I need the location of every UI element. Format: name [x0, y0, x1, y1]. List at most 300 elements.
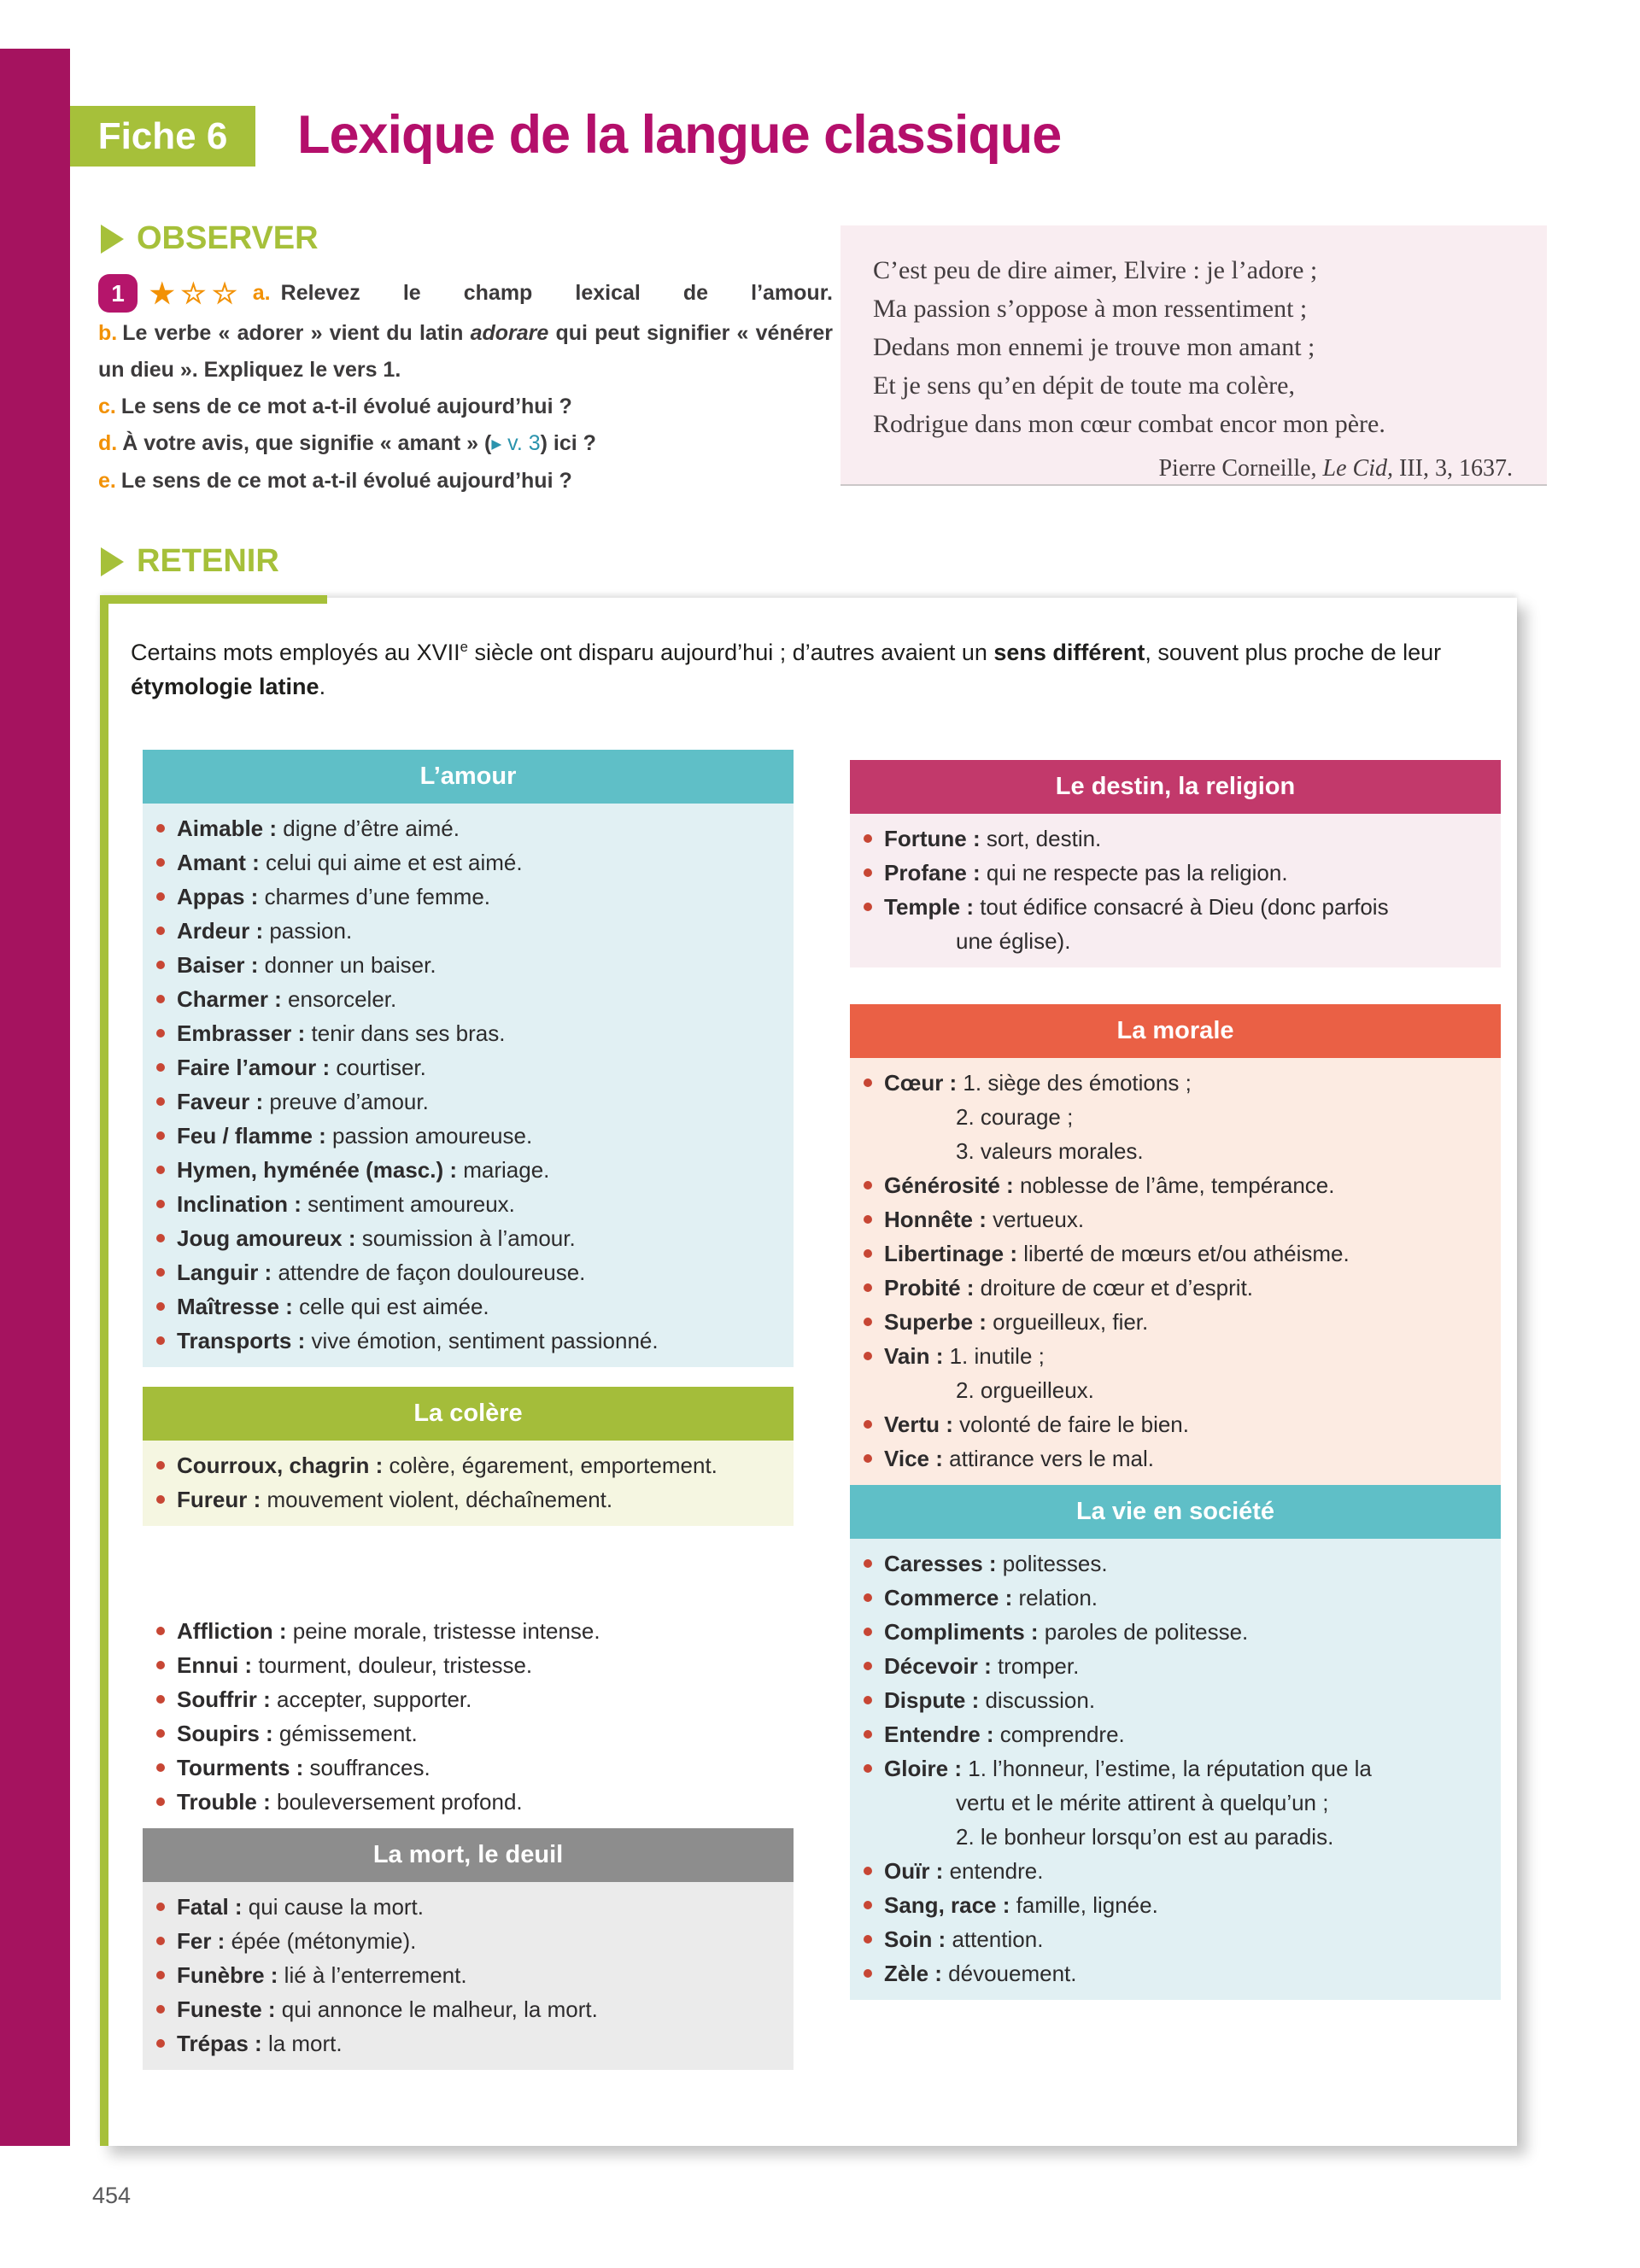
vocab-definition: passion amoureuse.	[325, 1123, 533, 1149]
vocab-definition: orgueilleux, fier.	[986, 1309, 1149, 1335]
bullet-icon	[156, 1302, 165, 1311]
vocab-box-title: La morale	[850, 1004, 1501, 1058]
question-line	[98, 315, 833, 389]
quote-lines	[873, 251, 1513, 443]
intro-text: .	[319, 674, 326, 699]
bullet-icon	[864, 1628, 872, 1636]
vocab-definition: digne d’être aimé.	[277, 815, 460, 841]
vocab-definition: passion.	[263, 918, 353, 944]
bullet-icon	[864, 1935, 872, 1944]
retenir-heading	[101, 543, 279, 580]
vocab-term: Honnête :	[884, 1207, 987, 1232]
vocab-term: Charmer :	[177, 986, 282, 1012]
vocab-item	[862, 1649, 1485, 1683]
vocab-definition: qui ne respecte pas la religion.	[980, 860, 1288, 886]
bullet-icon	[156, 1763, 165, 1772]
vocab-item	[155, 1119, 778, 1153]
vocab-subline: vertu et le mérite attirent à quelqu’un ;	[956, 1790, 1329, 1815]
vocab-term: Vain :	[884, 1343, 944, 1369]
vocab-term: Caresses :	[884, 1551, 997, 1576]
retenir-intro	[108, 598, 1480, 704]
vocab-item	[862, 1546, 1485, 1581]
vocab-definition: charmes d’une femme.	[258, 884, 491, 909]
vocab-term: Trépas :	[177, 2031, 262, 2056]
vocab-definition: liberté de mœurs et/ou athéisme.	[1017, 1241, 1350, 1266]
triangle-icon	[101, 225, 124, 254]
vocab-term: Aimable :	[177, 815, 278, 841]
vocab-term: Entendre :	[884, 1721, 994, 1747]
fiche-badge-label: Fiche 6	[97, 114, 228, 157]
star-icon: ☆	[212, 277, 237, 309]
vocab-definition: volonté de faire le bien.	[952, 1412, 1189, 1437]
vocab-definition: famille, lignée.	[1010, 1892, 1158, 1918]
vocab-item	[155, 845, 778, 880]
vocab-item	[155, 1785, 778, 1819]
vocab-item	[155, 1958, 778, 1992]
vocab-item	[862, 1956, 1485, 1990]
quote-work-title: Le Cid,	[1322, 455, 1394, 482]
vocab-list	[143, 1606, 794, 1828]
vocab-definition: politesses.	[996, 1551, 1108, 1576]
vocab-term: Dispute :	[884, 1687, 980, 1713]
vocab-term: Faveur :	[177, 1089, 264, 1114]
vocab-item	[862, 1581, 1485, 1615]
vocab-item	[155, 1153, 778, 1187]
quote-reference: III, 3, 1637.	[1393, 455, 1513, 482]
bullet-icon	[156, 1336, 165, 1345]
bullet-icon	[864, 1215, 872, 1224]
vocab-list	[850, 1539, 1501, 2000]
bullet-icon	[864, 1662, 872, 1670]
bullet-icon	[156, 1166, 165, 1174]
vocab-definition: ensorceler.	[281, 986, 397, 1012]
bullet-icon	[864, 1352, 872, 1360]
bullet-icon	[156, 1495, 165, 1504]
vocab-box-title: La vie en société	[850, 1485, 1501, 1539]
bullet-icon	[864, 1559, 872, 1568]
bullet-icon	[156, 1937, 165, 1945]
vocab-definition: 1. inutile ;	[943, 1343, 1045, 1369]
vocab-item	[155, 1924, 778, 1958]
question-line	[98, 425, 833, 463]
vocab-item	[155, 1890, 778, 1924]
green-accent-bar	[100, 595, 327, 604]
bullet-icon	[864, 903, 872, 911]
vocab-term: Sang, race :	[884, 1892, 1010, 1918]
vocab-sublines	[884, 1100, 1485, 1168]
vocab-item	[155, 1324, 778, 1358]
vocab-item	[155, 1289, 778, 1324]
vocab-item	[155, 1614, 778, 1648]
vocab-definition: discussion.	[979, 1687, 1096, 1713]
vocab-term: Cœur :	[884, 1070, 958, 1096]
vocab-item	[862, 1305, 1485, 1339]
vocab-term: Fureur :	[177, 1487, 261, 1512]
question-part: À votre avis, que signifie « amant » (	[122, 431, 492, 455]
question-part: v. 3	[501, 431, 541, 455]
bullet-icon	[156, 1268, 165, 1277]
vocab-term: Embrasser :	[177, 1020, 306, 1046]
vocab-box	[850, 1485, 1501, 2000]
vocab-box	[850, 760, 1501, 967]
star-icon: ★	[149, 277, 175, 309]
vocab-term: Soupirs :	[177, 1721, 273, 1746]
vocab-item	[155, 914, 778, 948]
vocab-definition: preuve d’amour.	[263, 1089, 429, 1114]
question-part: ▶	[491, 436, 502, 452]
quote-box	[840, 225, 1547, 486]
vocab-term: Feu / flamme :	[177, 1123, 326, 1149]
vocab-definition: tromper.	[991, 1653, 1080, 1679]
vocab-box	[143, 1552, 794, 1828]
question-part: Le verbe « adorer » vient du latin	[122, 321, 471, 345]
question-letter: e.	[98, 468, 116, 493]
brand-vertical-bar	[0, 49, 70, 2146]
retenir-heading-label: RETENIR	[137, 543, 279, 579]
vocab-definition: peine morale, tristesse intense.	[286, 1618, 600, 1644]
vocab-definition: donner un baiser.	[258, 952, 436, 978]
question-line	[98, 463, 833, 500]
vocab-term: Hymen, hyménée (masc.) :	[177, 1157, 458, 1183]
vocab-term: Soin :	[884, 1926, 946, 1952]
question-letter: c.	[98, 395, 116, 418]
vocab-definition: vertueux.	[986, 1207, 1085, 1232]
vocab-term: Profane :	[884, 860, 981, 886]
vocab-definition: soumission à l’amour.	[355, 1225, 576, 1251]
vocab-term: Ardeur :	[177, 918, 264, 944]
vocab-list	[850, 814, 1501, 967]
vocab-box-title: La tristesse	[399, 1565, 537, 1593]
intro-text: siècle ont disparu aujourd’hui ; d’autres avaient un	[467, 640, 994, 665]
vocab-definition: accepter, supporter.	[270, 1686, 472, 1712]
question-part: Le sens de ce mot a-t-il évolué aujourd’hui ?	[120, 468, 572, 493]
vocab-definition: celle qui est aimée.	[292, 1294, 489, 1319]
fiche-badge	[70, 106, 255, 167]
vocab-item	[862, 1854, 1485, 1888]
retenir-panel	[100, 598, 1517, 2146]
vocab-subline: 2. le bonheur lorsqu’on est au paradis.	[956, 1824, 1334, 1850]
vocab-term: Libertinage :	[884, 1241, 1018, 1266]
intro-superscript: e	[460, 639, 468, 655]
bullet-icon	[864, 1969, 872, 1978]
bullet-icon	[864, 1730, 872, 1739]
bullet-icon	[156, 2039, 165, 2048]
star-icon: ☆	[180, 277, 207, 309]
vocab-definition: la mort.	[261, 2031, 343, 2056]
bullet-icon	[864, 1593, 872, 1602]
vocab-definition: 1. l’honneur, l’estime, la réputation que la	[962, 1756, 1372, 1781]
vocab-sublines	[884, 924, 1485, 958]
vocab-definition: souffrances.	[303, 1755, 430, 1780]
vocab-item	[155, 2026, 778, 2060]
vocab-term: Inclination :	[177, 1191, 302, 1217]
vocab-item	[155, 1992, 778, 2026]
vocab-term: Transports :	[177, 1328, 306, 1353]
question-line	[98, 389, 833, 425]
vocab-definition: vive émotion, sentiment passionné.	[305, 1328, 659, 1353]
bullet-icon	[864, 1078, 872, 1087]
vocab-item	[862, 1751, 1485, 1854]
bullet-icon	[864, 1764, 872, 1773]
vocab-definition: attirance vers le mal.	[942, 1446, 1154, 1471]
observer-heading	[101, 220, 319, 257]
vocab-definition: 1. siège des émotions ;	[957, 1070, 1192, 1096]
vocab-item	[862, 1441, 1485, 1476]
vocab-column-right	[850, 760, 1501, 2000]
question-part: Le sens de ce mot a-t-il évolué aujourd’hui ?	[120, 395, 572, 418]
vocab-item	[862, 856, 1485, 890]
vocab-item	[862, 1339, 1485, 1407]
vocab-term: Appas :	[177, 884, 259, 909]
intro-bold: étymologie latine	[131, 674, 319, 699]
intro-text: , souvent plus proche de leur	[1145, 640, 1442, 665]
vocab-item	[862, 1407, 1485, 1441]
vocab-term: Funeste :	[177, 1996, 276, 2022]
vocab-term: Compliments :	[884, 1619, 1039, 1645]
bullet-icon	[864, 1318, 872, 1326]
vocab-definition: tenir dans ses bras.	[305, 1020, 506, 1046]
vocab-item	[862, 1717, 1485, 1751]
bullet-icon	[156, 892, 165, 901]
vocab-definition: lié à l’enterrement.	[278, 1962, 467, 1988]
quote-verse: C’est peu de dire aimer, Elvire : je l’adore ;	[873, 256, 1318, 284]
vocab-term: Vice :	[884, 1446, 943, 1471]
question-text: Relevez le champ lexical de l’amour.	[280, 280, 833, 305]
bullet-icon	[156, 1661, 165, 1669]
bullet-icon	[156, 2005, 165, 2014]
vocab-box	[143, 1387, 794, 1526]
vocab-sublines	[884, 1373, 1485, 1407]
vocab-term: Joug amoureux :	[177, 1225, 356, 1251]
vocab-term: Faire l’amour :	[177, 1055, 331, 1080]
vocab-term: Fer :	[177, 1928, 226, 1954]
page-title: Lexique de la langue classique	[297, 105, 1062, 165]
bullet-icon	[156, 1200, 165, 1208]
bullet-icon	[156, 1063, 165, 1072]
quote-attribution	[873, 449, 1513, 488]
question-parts	[98, 321, 833, 382]
vocab-item	[155, 1448, 778, 1482]
vocab-item	[155, 1482, 778, 1517]
vocab-item	[155, 1648, 778, 1682]
vocab-list	[143, 1882, 794, 2070]
vocab-term: Courroux, chagrin :	[177, 1453, 384, 1478]
vocab-definition: mariage.	[457, 1157, 550, 1183]
intro-bold: sens différent	[993, 640, 1145, 665]
vocab-item	[862, 1236, 1485, 1271]
vocab-item	[155, 1016, 778, 1050]
vocab-definition: tout édifice consacré à Dieu (donc parfois	[973, 894, 1389, 920]
vocab-term: Souffrir :	[177, 1686, 271, 1712]
vocab-definition: bouleversement profond.	[270, 1789, 523, 1815]
bullet-icon	[864, 1696, 872, 1704]
vocab-term: Décevoir :	[884, 1653, 992, 1679]
vocab-subline: 3. valeurs morales.	[956, 1138, 1144, 1164]
vocab-term: Probité :	[884, 1275, 975, 1301]
vocab-term: Générosité :	[884, 1172, 1014, 1198]
bullet-icon	[864, 1249, 872, 1258]
vocab-term: Funèbre :	[177, 1962, 278, 1988]
bullet-icon	[156, 1729, 165, 1738]
question-parts	[121, 395, 572, 418]
vocab-definition: colère, égarement, emportement.	[383, 1453, 718, 1478]
question-letter: a.	[252, 280, 271, 305]
bullet-icon	[156, 1029, 165, 1038]
vocab-box-title: La mort, le deuil	[143, 1828, 794, 1882]
exercise-block	[98, 273, 833, 500]
vocab-item	[155, 1716, 778, 1751]
vocab-term: Trouble :	[177, 1789, 271, 1815]
vocab-item	[155, 1682, 778, 1716]
vocab-definition: entendre.	[943, 1858, 1044, 1884]
vocab-box-title: Le destin, la religion	[850, 760, 1501, 814]
vocab-definition: paroles de politesse.	[1038, 1619, 1249, 1645]
bullet-icon	[156, 824, 165, 833]
vocab-item	[155, 1751, 778, 1785]
question-parts	[121, 469, 572, 493]
observer-heading-label: OBSERVER	[137, 220, 319, 256]
vocab-definition: courtiser.	[330, 1055, 426, 1080]
page-number: 454	[92, 2183, 132, 2208]
vocab-item	[862, 1202, 1485, 1236]
vocab-term: Vertu :	[884, 1412, 953, 1437]
vocab-definition: comprendre.	[993, 1721, 1125, 1747]
vocab-definition: épée (métonymie).	[225, 1928, 417, 1954]
vocab-list	[850, 1058, 1501, 1485]
vocab-term: Maîtresse :	[177, 1294, 293, 1319]
bullet-icon	[864, 1901, 872, 1909]
question-letter: b.	[98, 321, 118, 345]
vocab-term: Commerce :	[884, 1585, 1013, 1610]
vocab-definition: celui qui aime et est aimé.	[259, 850, 523, 875]
exercise-first-line	[98, 273, 833, 313]
vocab-subline: une église).	[956, 928, 1071, 954]
vocab-definition: relation.	[1012, 1585, 1098, 1610]
vocab-item	[862, 1615, 1485, 1649]
vocab-box-title: La colère	[143, 1387, 794, 1441]
exercise-number-badge: 1	[98, 274, 138, 313]
quote-verse: Dedans mon ennemi je trouve mon amant ;	[873, 333, 1315, 361]
bullet-icon	[156, 961, 165, 969]
vocab-item	[155, 1084, 778, 1119]
bullet-icon	[156, 1971, 165, 1979]
question-parts	[122, 431, 596, 455]
vocab-item	[155, 1050, 778, 1084]
vocab-list	[143, 804, 794, 1367]
vocab-item	[862, 1683, 1485, 1717]
vocab-definition: qui cause la mort.	[242, 1894, 425, 1920]
vocab-definition: sort, destin.	[980, 826, 1102, 851]
quote-verse: Ma passion s’oppose à mon ressentiment ;	[873, 295, 1308, 323]
vocab-term: Ennui :	[177, 1652, 253, 1678]
vocab-term: Ouïr :	[884, 1858, 944, 1884]
vocab-subline: 2. courage ;	[956, 1104, 1074, 1130]
vocab-term: Tourments :	[177, 1755, 304, 1780]
vocab-box	[850, 1004, 1501, 1485]
vocab-item	[862, 1922, 1485, 1956]
bullet-icon	[864, 1420, 872, 1429]
intro-text: Certains mots employés au XVII	[131, 640, 460, 665]
vocab-column-left	[143, 750, 794, 2070]
vocab-term: Affliction :	[177, 1618, 287, 1644]
bullet-icon	[156, 1797, 165, 1806]
vocab-term: Zèle :	[884, 1961, 942, 1986]
vocab-term: Superbe :	[884, 1309, 987, 1335]
quote-verse: Rodrigue dans mon cœur combat encor mon père.	[873, 410, 1385, 438]
vocab-definition: noblesse de l’âme, tempérance.	[1013, 1172, 1335, 1198]
bullet-icon	[156, 926, 165, 935]
vocab-item	[155, 982, 778, 1016]
vocab-box	[143, 1828, 794, 2070]
vocab-item	[155, 1187, 778, 1221]
vocab-definition: mouvement violent, déchaînement.	[261, 1487, 613, 1512]
vocab-item	[155, 948, 778, 982]
bullet-icon	[156, 858, 165, 867]
vocab-term: Temple :	[884, 894, 974, 920]
vocab-definition: dévouement.	[941, 1961, 1077, 1986]
bullet-icon	[864, 1181, 872, 1190]
bullet-icon	[864, 834, 872, 843]
bullet-icon	[864, 1283, 872, 1292]
triangle-icon	[101, 547, 124, 576]
bullet-icon	[156, 1234, 165, 1242]
difficulty-stars	[149, 279, 237, 307]
vocab-term: Baiser :	[177, 952, 259, 978]
vocab-item	[155, 1255, 778, 1289]
vocab-item	[862, 1066, 1485, 1168]
vocab-term: Fortune :	[884, 826, 981, 851]
vocab-term: Languir :	[177, 1260, 272, 1285]
vocab-definition: gémissement.	[272, 1721, 418, 1746]
vocab-item	[862, 1168, 1485, 1202]
vocab-list	[143, 1441, 794, 1526]
quote-verse: Et je sens qu’en dépit de toute ma colère,	[873, 371, 1295, 400]
vocab-definition: sentiment amoureux.	[301, 1191, 515, 1217]
bullet-icon	[156, 1131, 165, 1140]
vocab-item	[862, 890, 1485, 958]
vocab-box-title: L’amour	[143, 750, 794, 804]
vocab-item	[862, 1888, 1485, 1922]
vocab-sublines	[884, 1786, 1485, 1854]
bullet-icon	[156, 1461, 165, 1470]
quote-author: Pierre Corneille,	[1158, 455, 1323, 482]
question-part: qui peut signifier « vénérer un dieu ». Expliquez le vers 1.	[98, 321, 833, 382]
bullet-icon	[864, 1867, 872, 1875]
question-part: ) ici ?	[540, 431, 596, 455]
vocab-item	[862, 1271, 1485, 1305]
vocab-definition: tourment, douleur, tristesse.	[252, 1652, 533, 1678]
vocab-definition: attendre de façon douloureuse.	[272, 1260, 586, 1285]
bullet-icon	[156, 1097, 165, 1106]
exercise-questions	[98, 315, 833, 500]
vocab-term: Gloire :	[884, 1756, 963, 1781]
vocab-definition: qui annonce le malheur, la mort.	[275, 1996, 598, 2022]
bullet-icon	[156, 1695, 165, 1704]
vocab-term: Amant :	[177, 850, 260, 875]
vocab-definition: attention.	[946, 1926, 1044, 1952]
question-part: adorare	[470, 321, 549, 345]
vocab-item	[155, 811, 778, 845]
vocab-item	[155, 880, 778, 914]
vocab-definition: droiture de cœur et d’esprit.	[974, 1275, 1254, 1301]
vocab-box	[143, 750, 794, 1367]
bullet-icon	[864, 1454, 872, 1463]
bullet-icon	[156, 995, 165, 1003]
bullet-icon	[156, 1627, 165, 1635]
vocab-item	[155, 1221, 778, 1255]
question-letter: d.	[98, 431, 118, 455]
bullet-icon	[864, 868, 872, 877]
